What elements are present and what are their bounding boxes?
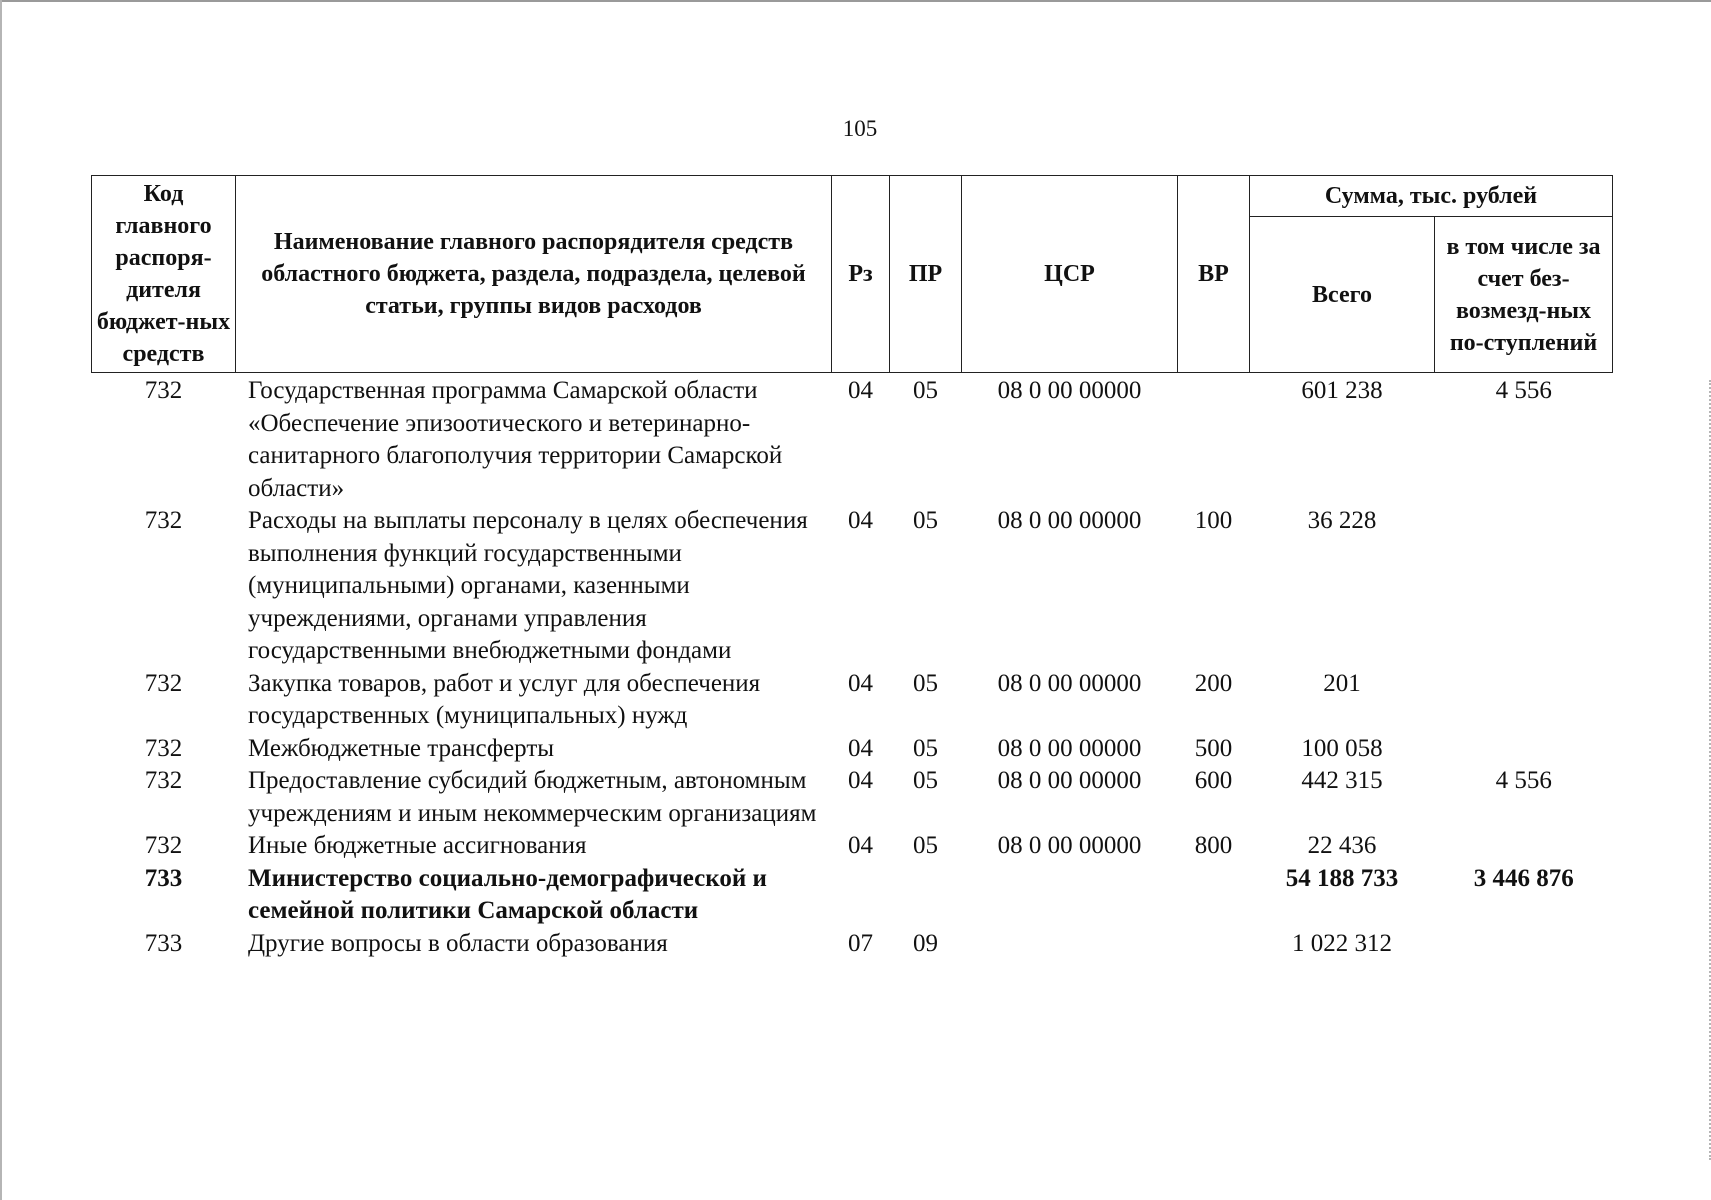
table-row xyxy=(92,733,1613,766)
cell-vr: 200 xyxy=(1194,669,1233,697)
header-sum-group: Сумма, тыс. рублей xyxy=(1250,176,1613,217)
cell-csr: 08 0 00 00000 xyxy=(997,767,1142,794)
cell-rz: 04 xyxy=(848,832,873,859)
cell-name: Другие вопросы в области образования xyxy=(248,929,668,957)
cell-total: 442 315 xyxy=(1301,767,1383,794)
cell-pr xyxy=(890,863,962,928)
header-csr: ЦСР xyxy=(962,176,1178,373)
header-pr: ПР xyxy=(890,176,962,373)
cell-name: Межбюджетные трансферты xyxy=(248,734,555,762)
scan-edge-noise xyxy=(1705,380,1711,1160)
cell-code: 732 xyxy=(144,507,183,534)
page-top-rule xyxy=(0,0,1711,2)
cell-incl: 4 556 xyxy=(1495,377,1552,404)
cell-pr: 05 xyxy=(913,377,938,404)
header-code: Код главного распоря-дителя бюджет-ных средств xyxy=(92,176,236,373)
cell-csr: 08 0 00 00000 xyxy=(997,377,1142,404)
table-header xyxy=(92,176,1613,373)
cell-pr: 09 xyxy=(913,929,938,957)
cell-code: 732 xyxy=(144,767,183,794)
cell-total: 22 436 xyxy=(1307,832,1377,859)
header-name: Наименование главного распорядителя средств областного бюджета, раздела, подраздела, целевой статьи, группы видов расходов xyxy=(236,176,832,373)
header-vr: ВР xyxy=(1178,176,1250,373)
cell-incl: 4 556 xyxy=(1495,767,1552,794)
header-row-1 xyxy=(92,176,1613,217)
cell-csr: 08 0 00 00000 xyxy=(997,669,1142,697)
cell-rz: 04 xyxy=(848,507,873,534)
cell-rz: 04 xyxy=(848,767,873,794)
cell-total: 54 188 733 xyxy=(1285,864,1399,892)
cell-csr: 08 0 00 00000 xyxy=(997,832,1142,859)
cell-pr: 05 xyxy=(913,734,938,762)
page-left-rule xyxy=(0,0,2,1200)
cell-vr: 800 xyxy=(1194,832,1233,859)
cell-total: 601 238 xyxy=(1301,377,1383,404)
cell-rz: 04 xyxy=(848,669,873,697)
cell-csr xyxy=(962,863,1178,928)
cell-code: 733 xyxy=(144,929,183,957)
table-row xyxy=(92,505,1613,668)
cell-name: Закупка товаров, работ и услуг для обеспечения государственных (муниципальных) нужд xyxy=(248,669,761,729)
cell-incl xyxy=(1435,668,1613,733)
cell-incl xyxy=(1435,733,1613,766)
budget-table xyxy=(91,175,1613,960)
cell-csr: 08 0 00 00000 xyxy=(997,507,1142,534)
cell-vr xyxy=(1178,928,1250,961)
cell-incl xyxy=(1435,505,1613,668)
table-row-ministry xyxy=(92,863,1613,928)
cell-total: 100 058 xyxy=(1301,734,1383,762)
table-row xyxy=(92,830,1613,863)
header-rz: Рз xyxy=(832,176,890,373)
cell-name: Иные бюджетные ассигнования xyxy=(248,832,587,859)
cell-pr: 05 xyxy=(913,832,938,859)
table-body xyxy=(92,373,1613,961)
cell-name: Государственная программа Самарской области «Обеспечение эпизоотического и ветеринарно-санитарного благополучия территории Самарской области» xyxy=(248,377,783,502)
cell-rz: 04 xyxy=(848,734,873,762)
cell-rz xyxy=(832,863,890,928)
header-incl: в том числе за счет без-возмезд-ных по-ступлений xyxy=(1435,217,1613,373)
page-number: 105 xyxy=(842,116,878,141)
cell-pr: 05 xyxy=(913,507,938,534)
cell-vr: 100 xyxy=(1194,507,1233,534)
cell-vr: 500 xyxy=(1194,734,1233,762)
cell-name: Расходы на выплаты персоналу в целях обеспечения выполнения функций государственными (муниципальными) органами, казенными учреждениями, органами управления государственными внебюджетными фондами xyxy=(248,507,808,664)
cell-total: 36 228 xyxy=(1307,507,1377,534)
cell-vr xyxy=(1178,373,1250,506)
cell-incl xyxy=(1435,830,1613,863)
cell-vr: 600 xyxy=(1194,767,1233,794)
cell-code: 732 xyxy=(144,734,183,762)
cell-code: 732 xyxy=(144,377,183,404)
table-row xyxy=(92,668,1613,733)
cell-incl: 3 446 876 xyxy=(1473,864,1574,892)
cell-incl xyxy=(1435,928,1613,961)
cell-csr xyxy=(962,928,1178,961)
cell-pr: 05 xyxy=(913,767,938,794)
cell-rz: 04 xyxy=(848,377,873,404)
cell-name: Предоставление субсидий бюджетным, автономным учреждениям и иным некоммерческим организациям xyxy=(248,767,817,827)
cell-code: 732 xyxy=(144,832,183,859)
cell-pr: 05 xyxy=(913,669,938,697)
cell-code: 733 xyxy=(144,864,183,892)
cell-total: 1 022 312 xyxy=(1292,929,1392,957)
table-row xyxy=(92,765,1613,830)
header-total: Всего xyxy=(1250,217,1435,373)
table-row xyxy=(92,928,1613,961)
cell-csr: 08 0 00 00000 xyxy=(997,734,1142,762)
table-row xyxy=(92,373,1613,506)
cell-rz: 07 xyxy=(848,929,873,957)
cell-name: Министерство социально-демографической и семейной политики Самарской области xyxy=(248,864,767,924)
cell-total: 201 xyxy=(1323,669,1361,697)
cell-code: 732 xyxy=(144,669,183,697)
cell-vr xyxy=(1178,863,1250,928)
